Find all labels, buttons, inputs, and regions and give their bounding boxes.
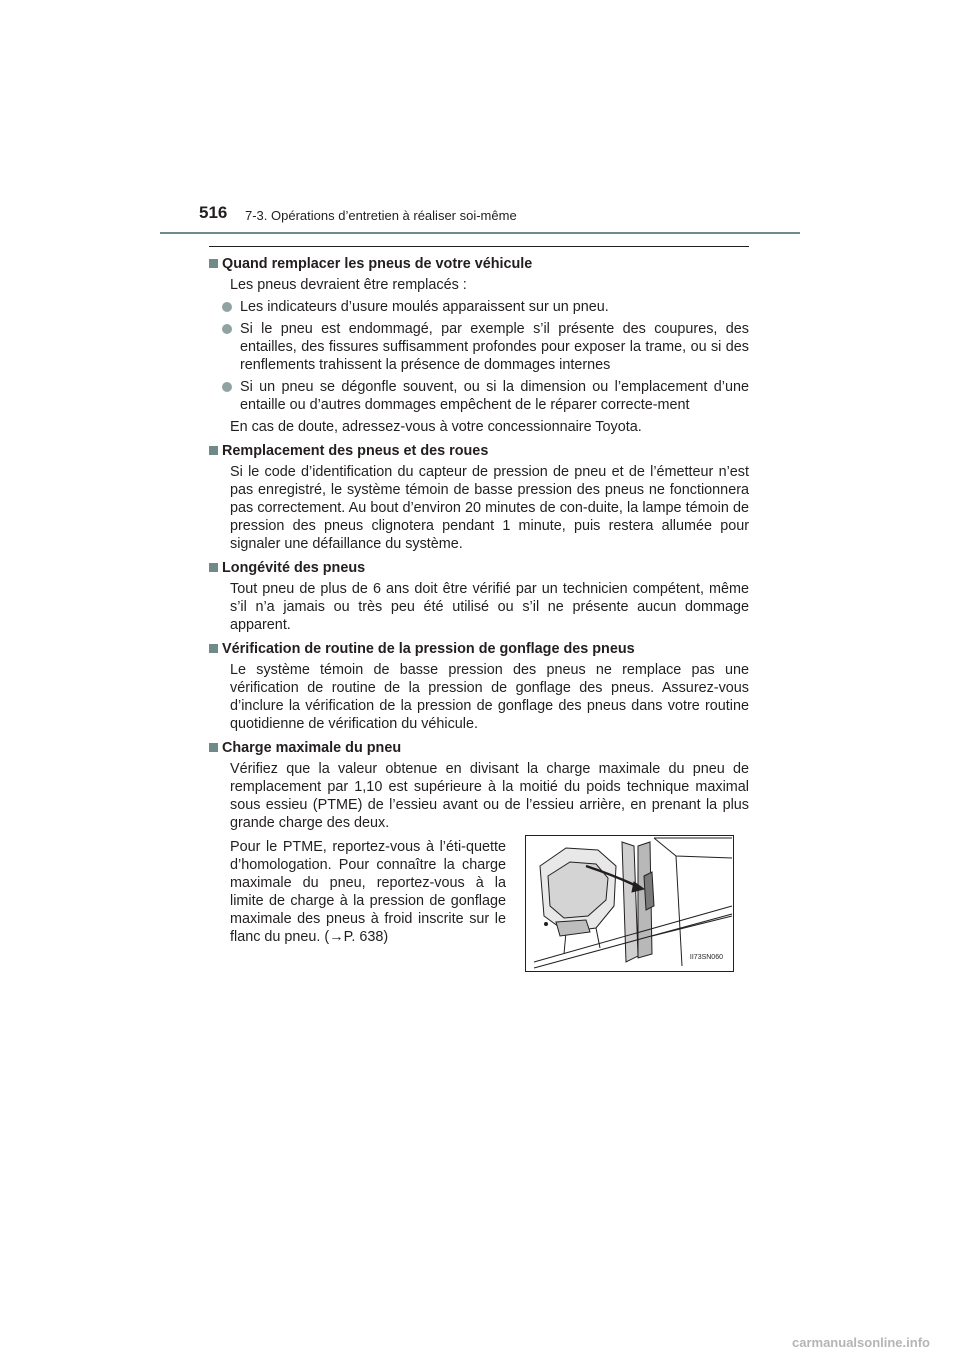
paragraph: Pour le PTME, reportez-vous à l’éti-quette d’homologation. Pour connaître la charge maximale du pneu, reportez-vous à la limite de charge à la pression de gonflage maximale des pneus à froid inscrite sur le flanc du pneu. (→P. 638) <box>230 839 506 945</box>
section-heading <box>209 559 749 577</box>
section-heading <box>209 255 749 273</box>
round-bullet-icon <box>222 324 232 334</box>
section-max-tire-load <box>209 739 749 978</box>
paragraph: Les pneus devraient être remplacés : <box>230 277 467 293</box>
round-bullet-icon <box>222 302 232 312</box>
section-heading-text: Remplacement des pneus et des roues <box>222 443 489 459</box>
section-heading-text: Longévité des pneus <box>222 560 366 576</box>
paragraph: Si le code d’identification du capteur de pression de pneu et de l’émetteur n’est pas enregistré, le système témoin de basse pression des pneus ne fonctionnera pas correctement. Au bout d’environ 20 minutes de con-duite, la lampe témoin de pression des pneus clignotera pendant 1 minute, puis restera allumée pour signaler une défaillance du système. <box>230 464 749 552</box>
bullet-item <box>209 298 749 316</box>
paragraph: Tout pneu de plus de 6 ans doit être vérifié par un technicien compétent, même s’il n’a jamais ou très peu été utilisé ou s’il ne présente aucun dommage apparent. <box>230 581 749 633</box>
section-tire-longevity <box>209 559 749 634</box>
paragraph: Vérifiez que la valeur obtenue en divisant la charge maximale du pneu de remplacement par 1,10 est supérieure à la moitié du poids technique maximal sous essieu (PTME) de l’essieu avant ou de l’essieu arrière, en prenant la plus grande charge des deux. <box>230 761 749 831</box>
section-rule <box>209 246 749 247</box>
section-heading <box>209 442 749 460</box>
section-heading-text: Charge maximale du pneu <box>222 740 402 756</box>
round-bullet-icon <box>222 382 232 392</box>
section-tire-wheel-replacement <box>209 442 749 553</box>
watermark: carmanualsonline.info <box>792 1335 930 1350</box>
section-heading <box>209 739 749 757</box>
header-rule <box>160 232 800 234</box>
square-bullet-icon <box>209 259 218 268</box>
section-heading-text: Quand remplacer les pneus de votre véhicule <box>222 256 533 272</box>
door-label-illustration <box>525 835 734 972</box>
figure-code: II73SN060 <box>689 954 723 961</box>
bullet-text: Les indicateurs d’usure moulés apparaissent sur un pneu. <box>240 299 609 315</box>
square-bullet-icon <box>209 446 218 455</box>
chapter-title: 7-3. Opérations d’entretien à réaliser soi-même <box>245 208 517 223</box>
section-heading <box>209 640 749 658</box>
bullet-item <box>209 320 749 374</box>
paragraph: Le système témoin de basse pression des pneus ne remplace pas une vérification de routine de la pression de gonflage des pneus. Assurez-vous d’inclure la vérification de la pression de gonflage des pneus dans votre routine quotidienne de vérification du véhicule. <box>230 662 749 732</box>
paragraph: En cas de doute, adressez-vous à votre concessionnaire Toyota. <box>230 419 642 435</box>
bullet-list <box>209 298 749 414</box>
section-heading-text: Vérification de routine de la pression de gonflage des pneus <box>222 641 635 657</box>
square-bullet-icon <box>209 743 218 752</box>
square-bullet-icon <box>209 644 218 653</box>
bullet-item <box>209 378 749 414</box>
page-number: 516 <box>199 203 228 222</box>
bullet-text: Si un pneu se dégonfle souvent, ou si la dimension ou l’emplacement d’une entaille ou d’autres dommages empêchent de le réparer correcte-ment <box>240 379 749 413</box>
bullet-text: Si le pneu est endommagé, par exemple s’il présente des coupures, des entailles, des fissures suffisamment profondes pour exposer la trame, ou si des renflements trahissent la présence de dommages internes <box>240 321 749 373</box>
page-content <box>209 255 749 978</box>
section-routine-pressure-check <box>209 640 749 733</box>
text-with-figure <box>209 838 749 978</box>
page-header <box>0 0 960 240</box>
square-bullet-icon <box>209 563 218 572</box>
section-tire-replacement-timing <box>209 255 749 436</box>
